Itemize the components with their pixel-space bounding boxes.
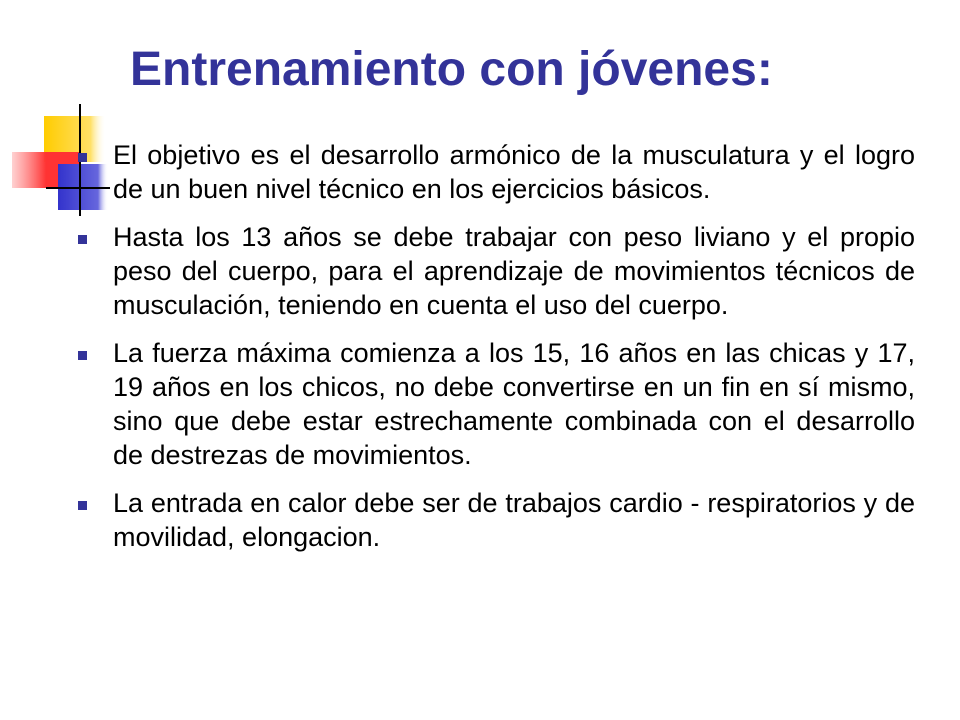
slide-title: Entrenamiento con jóvenes:: [130, 43, 773, 96]
bullet-item: [113, 486, 915, 554]
bullet-text: La entrada en calor debe ser de trabajos cardio - respiratorios y de movilidad, elongacion.: [113, 488, 915, 552]
bullet-text: Hasta los 13 años se debe trabajar con peso liviano y el propio peso del cuerpo, para el aprendizaje de movimientos técnicos de musculación, teniendo en cuenta el uso del cuerpo.: [113, 222, 915, 320]
bullet-square-icon: [78, 351, 87, 360]
bullet-item: [113, 220, 915, 322]
bullet-square-icon: [78, 235, 87, 244]
bullet-text: La fuerza máxima comienza a los 15, 16 años en las chicas y 17, 19 años en los chicos, no debe convertirse en un fin en sí mismo, sino que debe estar estrechamente combinada con el desarrollo de destrezas de movimientos.: [113, 338, 915, 470]
bullet-text: El objetivo es el desarrollo armónico de la musculatura y el logro de un buen nivel técnico en los ejercicios básicos.: [113, 140, 915, 204]
bullet-item: [113, 336, 915, 472]
bullet-square-icon: [78, 153, 87, 162]
bullet-square-icon: [78, 501, 87, 510]
bullet-list: [0, 138, 960, 568]
bullet-item: [113, 138, 915, 206]
